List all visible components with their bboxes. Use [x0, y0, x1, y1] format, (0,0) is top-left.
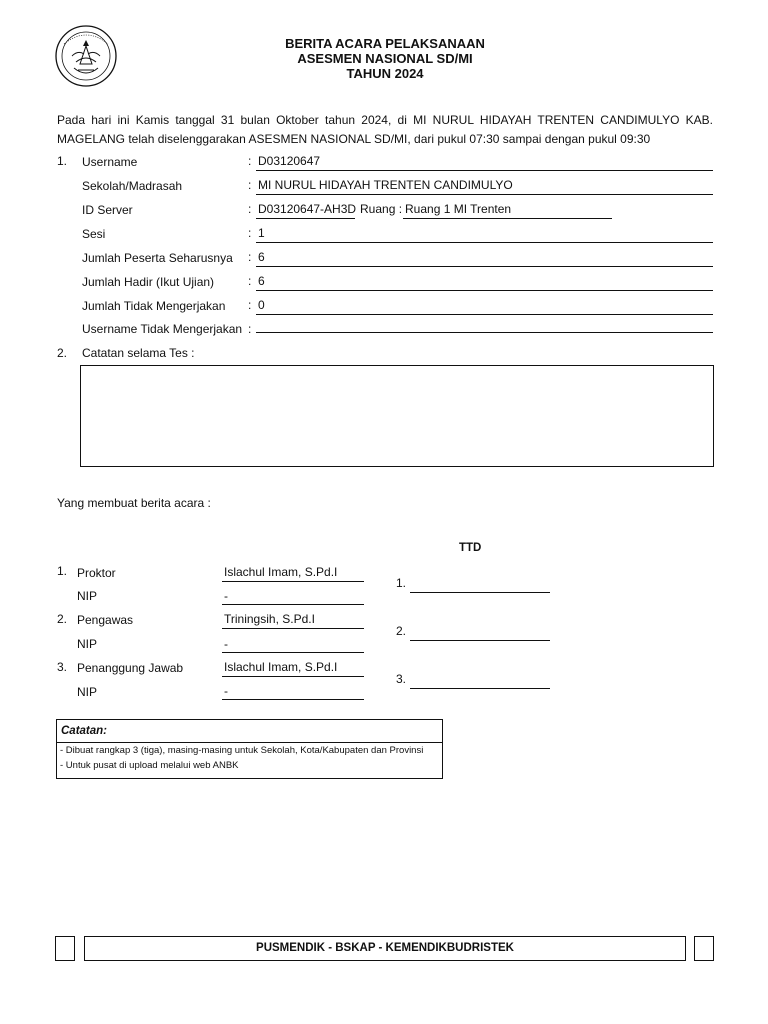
username-label: Username — [82, 155, 138, 169]
ruang-underline — [403, 218, 612, 219]
footer-right-square — [694, 936, 714, 961]
catatan-box — [56, 719, 443, 779]
signatory-1-nip-label: NIP — [77, 589, 98, 603]
tidak-mengerjakan-label: Jumlah Tidak Mengerjakan — [82, 299, 226, 313]
signatory-1-name: Islachul Imam, S.Pd.I — [224, 565, 338, 579]
colon: : — [248, 226, 252, 240]
username-underline — [256, 170, 713, 171]
signatory-3-nip-label: NIP — [77, 685, 98, 699]
tidak-mengerjakan-underline — [256, 314, 713, 315]
catatan-line-1: - Dibuat rangkap 3 (tiga), masing-masing untuk Sekolah, Kota/Kabupaten dan Provinsi — [60, 745, 424, 756]
signatory-3-name: Islachul Imam, S.Pd.I — [224, 660, 338, 674]
signatory-2-name: Triningsih, S.Pd.I — [224, 612, 315, 626]
ttd-heading: TTD — [459, 542, 482, 554]
colon: : — [248, 322, 252, 336]
intro-line-2: MAGELANG telah diselenggarakan ASESMEN NASIONAL SD/MI, dari pukul 07:30 sampai dengan pukul 09:30 — [57, 132, 651, 146]
signatory-1-nip: - — [224, 589, 228, 603]
sekolah-value: MI NURUL HIDAYAH TRENTEN CANDIMULYO — [258, 178, 513, 192]
id-server-underline — [256, 218, 355, 219]
colon: : — [248, 178, 252, 192]
signature-1-number: 1. — [396, 576, 407, 590]
signatory-3-role: Penanggung Jawab — [77, 661, 184, 675]
footer-left-square — [55, 936, 75, 961]
catatan-line-2: - Untuk pusat di upload melalui web ANBK — [60, 760, 239, 771]
username-tidak-underline — [256, 332, 713, 333]
title-line-3: TAHUN 2024 — [346, 66, 424, 81]
colon: : — [248, 298, 252, 312]
maker-label: Yang membuat berita acara : — [57, 496, 211, 510]
peserta-label: Jumlah Peserta Seharusnya — [82, 251, 233, 265]
colon: : — [248, 202, 252, 216]
sekolah-underline — [256, 194, 713, 195]
id-server-value: D03120647-AH3D — [258, 202, 357, 216]
peserta-value: 6 — [258, 250, 265, 264]
intro-line-1: Pada hari ini Kamis tanggal 31 bulan Oktober tahun 2024, di MI NURUL HIDAYAH TRENTEN CANDIMULYO KAB. — [57, 113, 713, 127]
title-line-2: ASESMEN NASIONAL SD/MI — [297, 51, 473, 66]
hadir-value: 6 — [258, 274, 265, 288]
signatory-2-number: 2. — [57, 612, 68, 626]
signatory-1-nip-underline — [222, 604, 364, 605]
hadir-label: Jumlah Hadir (Ikut Ujian) — [82, 275, 215, 289]
signatory-3-nip: - — [224, 684, 228, 698]
signatory-2-role: Pengawas — [77, 613, 134, 627]
signature-3-line — [410, 688, 550, 689]
title-line-1: BERITA ACARA PELAKSANAAN — [285, 36, 485, 51]
signature-1-line — [410, 592, 550, 593]
signatory-1-role: Proktor — [77, 566, 116, 580]
ruang-label: Ruang : — [360, 202, 403, 216]
signatory-1-name-underline — [222, 581, 364, 582]
username-tidak-label: Username Tidak Mengerjakan — [82, 322, 243, 336]
hadir-underline — [256, 290, 713, 291]
sesi-underline — [256, 242, 713, 243]
footer-banner: PUSMENDIK - BSKAP - KEMENDIKBUDRISTEK — [84, 936, 686, 961]
sesi-label: Sesi — [82, 227, 106, 241]
signatory-3-nip-underline — [222, 699, 364, 700]
sekolah-label: Sekolah/Madrasah — [82, 179, 183, 193]
signatory-2-name-underline — [222, 628, 364, 629]
sesi-value: 1 — [258, 226, 265, 240]
signature-3-number: 3. — [396, 672, 407, 686]
signatory-1-number: 1. — [57, 564, 68, 578]
signatory-3-name-underline — [222, 676, 364, 677]
peserta-underline — [256, 266, 713, 267]
section-2-number: 2. — [57, 346, 68, 360]
section-1-number: 1. — [57, 154, 68, 168]
ruang-value: Ruang 1 MI Trenten — [405, 202, 512, 216]
signatory-2-nip-underline — [222, 652, 364, 653]
tidak-mengerjakan-value: 0 — [258, 298, 265, 312]
signatory-3-number: 3. — [57, 660, 68, 674]
colon: : — [248, 154, 252, 168]
notes-box — [80, 365, 714, 467]
catatan-title: Catatan: — [57, 720, 442, 743]
id-server-label: ID Server — [82, 203, 133, 217]
signatory-2-nip-label: NIP — [77, 637, 98, 651]
username-value: D03120647 — [258, 154, 321, 168]
colon: : — [248, 250, 252, 264]
signature-2-number: 2. — [396, 624, 407, 638]
signature-2-line — [410, 640, 550, 641]
tut-wuri-handayani-logo — [54, 24, 118, 88]
colon: : — [248, 274, 252, 288]
signatory-2-nip: - — [224, 637, 228, 651]
notes-label: Catatan selama Tes : — [82, 346, 195, 360]
